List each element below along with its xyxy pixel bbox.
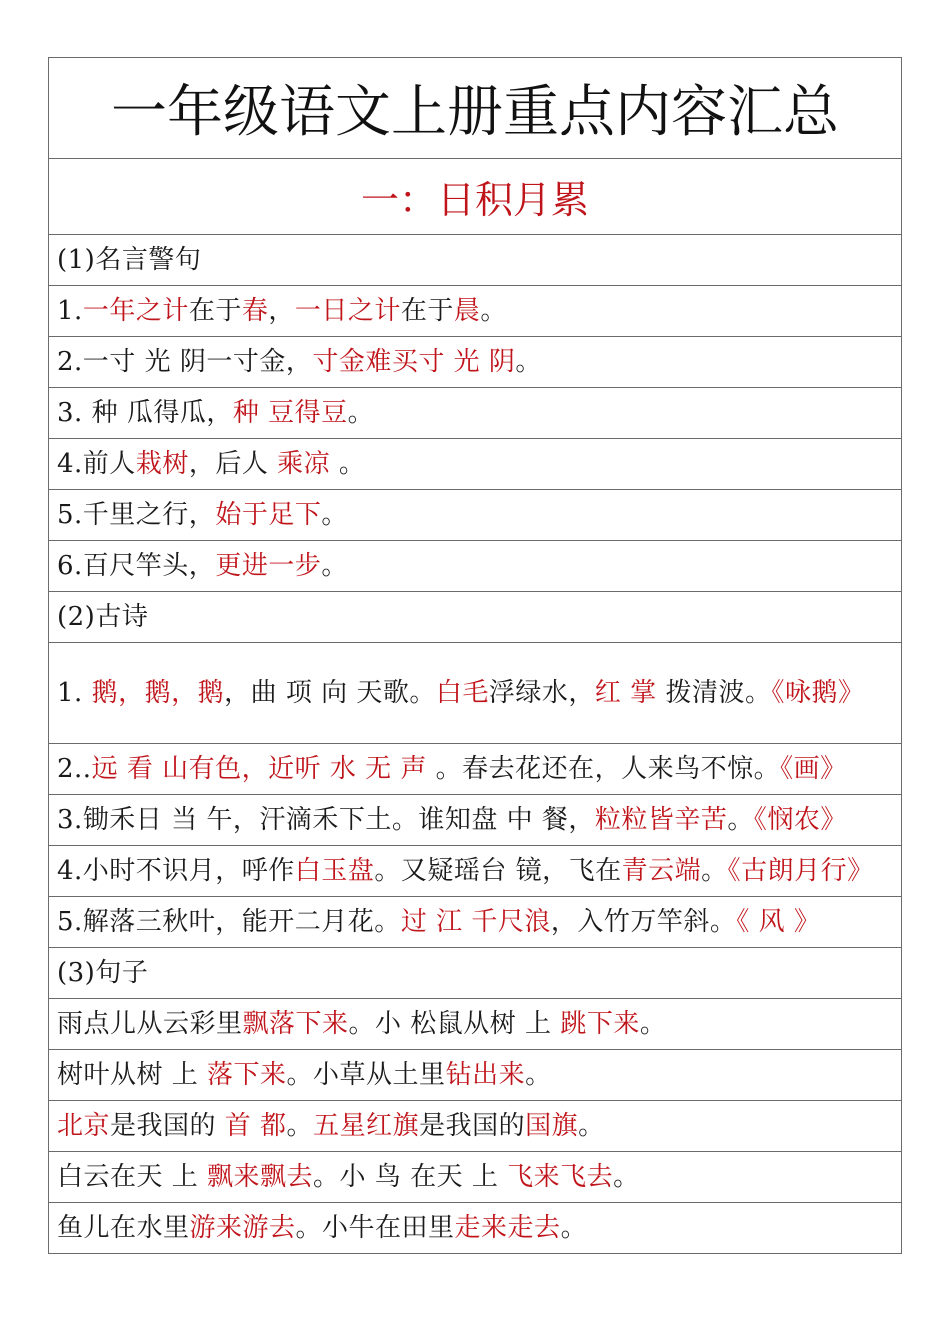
page-title: 一年级语文上册重点内容汇总 <box>49 58 902 159</box>
highlight-text: 始于足下 <box>215 500 322 530</box>
row-text <box>49 897 902 948</box>
summary-table <box>48 57 902 1254</box>
highlight-text: 《悯农》 <box>753 805 847 835</box>
table-row <box>49 999 902 1050</box>
table-row <box>49 744 902 795</box>
highlight-text: 种 豆得豆 <box>232 398 348 428</box>
plain-text: (1)名言警句 <box>57 245 202 275</box>
plain-text: 1. <box>57 678 92 708</box>
table-row <box>49 235 902 286</box>
plain-text: ，曲 项 向 天歌。 <box>224 678 436 708</box>
row-text <box>49 744 902 795</box>
highlight-text: 五星红旗 <box>313 1111 420 1141</box>
table-row <box>49 1203 902 1254</box>
plain-text: 6.百尺竿头， <box>57 551 216 581</box>
row-text <box>49 1203 902 1254</box>
plain-text: 2.. <box>57 754 92 784</box>
plain-text: 4.小时不识月，呼作 <box>57 856 295 886</box>
table-row <box>49 541 902 592</box>
highlight-text: 游来游去 <box>189 1213 296 1243</box>
row-text <box>49 1050 902 1101</box>
plain-text: 3. 种 瓜得瓜， <box>57 398 233 428</box>
row-text <box>49 337 902 388</box>
plain-text: 4.前人 <box>57 449 136 479</box>
plain-text: 。 <box>578 1111 605 1141</box>
plain-text: 是我国的 <box>110 1111 225 1141</box>
highlight-text: 鹅，鹅，鹅 <box>91 678 225 708</box>
plain-text: 。春去花还在，人来鸟不惊。 <box>426 754 781 784</box>
plain-text: 是我国的 <box>419 1111 526 1141</box>
highlight-text: 青云端 <box>621 856 702 886</box>
table-row <box>49 897 902 948</box>
highlight-text: 落下来 <box>207 1060 287 1090</box>
plain-text: 。 <box>515 347 542 377</box>
row-text <box>49 541 902 592</box>
highlight-text: 《画》 <box>780 754 847 784</box>
plain-text: 。小 鸟 在天 上 <box>313 1162 508 1192</box>
table-row <box>49 337 902 388</box>
row-text <box>49 999 902 1050</box>
highlight-text: 《 风 》 <box>736 907 821 937</box>
plain-text: 浮绿水， <box>488 678 595 708</box>
plain-text: 鱼儿在水里 <box>57 1213 190 1243</box>
plain-text: 在于 <box>400 296 454 326</box>
plain-text: 。 <box>525 1060 552 1090</box>
row-text <box>49 948 902 999</box>
plain-text: 。 <box>321 500 348 530</box>
plain-text: ，后人 <box>188 449 278 479</box>
row-text <box>49 1152 902 1203</box>
highlight-text: 钻出来 <box>445 1060 526 1090</box>
plain-text: 。 <box>613 1162 640 1192</box>
plain-text: 。 <box>727 805 754 835</box>
table-row <box>49 439 902 490</box>
section-heading: 一：日积月累 <box>49 159 902 235</box>
table-row <box>49 846 902 897</box>
table-row <box>49 1101 902 1152</box>
plain-text: 3.锄禾日 当 午，汗滴禾下土。谁知盘 中 餐， <box>57 805 595 835</box>
table-row <box>49 490 902 541</box>
highlight-text: 更进一步 <box>215 551 322 581</box>
highlight-text: 北京 <box>57 1111 111 1141</box>
row-text <box>49 388 902 439</box>
row-text <box>49 490 902 541</box>
highlight-text: 走来走去 <box>454 1213 561 1243</box>
row-text <box>49 846 902 897</box>
plain-text: 。小 松鼠从树 上 <box>348 1009 561 1039</box>
row-text <box>49 439 902 490</box>
highlight-text: 飘来飘去 <box>207 1162 314 1192</box>
plain-text: 。 <box>480 296 507 326</box>
plain-text: 拨清波。 <box>656 678 772 708</box>
plain-text: 树叶从树 上 <box>57 1060 208 1090</box>
highlight-text: 飞来飞去 <box>507 1162 614 1192</box>
plain-text: 。 <box>701 856 728 886</box>
table-row <box>49 286 902 337</box>
highlight-text: 春 <box>241 296 269 326</box>
highlight-text: 远 看 山有色，近听 水 无 声 <box>91 754 427 784</box>
row-text <box>49 795 902 846</box>
highlight-text: 栽树 <box>135 449 189 479</box>
section-row <box>49 159 902 235</box>
highlight-text: 粒粒皆辛苦 <box>594 805 728 835</box>
highlight-text: 红 掌 <box>594 678 657 708</box>
table-row <box>49 1152 902 1203</box>
plain-text: (3)句子 <box>57 958 149 988</box>
highlight-text: 晨 <box>453 296 481 326</box>
row-text <box>49 1101 902 1152</box>
table-row <box>49 795 902 846</box>
highlight-text: 白玉盘 <box>294 856 375 886</box>
plain-text: ，入竹万竿斜。 <box>550 907 737 937</box>
row-text <box>49 286 902 337</box>
highlight-text: 过 江 千尺浪 <box>400 907 551 937</box>
row-text <box>49 643 902 744</box>
plain-text: 1. <box>57 296 83 326</box>
row-text <box>49 235 902 286</box>
plain-text: ， <box>268 296 295 326</box>
plain-text: 。 <box>560 1213 588 1243</box>
plain-text: 。小牛在田里 <box>295 1213 455 1243</box>
table-row <box>49 643 902 744</box>
plain-text: 雨点儿从云彩里 <box>57 1009 243 1039</box>
highlight-text: 寸金难买寸 光 阴 <box>312 347 516 377</box>
highlight-text: 国旗 <box>525 1111 579 1141</box>
row-text <box>49 592 902 643</box>
plain-text: 白云在天 上 <box>57 1162 208 1192</box>
table-row <box>49 388 902 439</box>
highlight-text: 《古朗月行》 <box>727 856 874 886</box>
highlight-text: 首 都 <box>224 1111 287 1141</box>
highlight-text: 跳下来 <box>560 1009 640 1039</box>
table-row <box>49 1050 902 1101</box>
highlight-text: 一年之计 <box>82 296 189 326</box>
highlight-text: 一日之计 <box>294 296 401 326</box>
highlight-text: 白毛 <box>435 678 489 708</box>
highlight-text: 乘凉 <box>277 449 331 479</box>
plain-text: 。 <box>639 1009 667 1039</box>
plain-text: 。 <box>330 449 366 479</box>
plain-text: 。 <box>347 398 375 428</box>
plain-text: 5.千里之行， <box>57 500 216 530</box>
plain-text: 2.一寸 光 阴一寸金， <box>57 347 313 377</box>
table-row <box>49 592 902 643</box>
highlight-text: 《咏鹅》 <box>771 678 865 708</box>
plain-text: (2)古诗 <box>57 602 149 632</box>
plain-text: 。 <box>286 1111 314 1141</box>
table-row <box>49 948 902 999</box>
plain-text: 。小草从土里 <box>286 1060 446 1090</box>
plain-text: 在于 <box>188 296 242 326</box>
plain-text: 。又疑瑶台 镜，飞在 <box>374 856 622 886</box>
highlight-text: 飘落下来 <box>242 1009 349 1039</box>
plain-text: 。 <box>321 551 348 581</box>
plain-text: 5.解落三秋叶，能开二月花。 <box>57 907 401 937</box>
title-row <box>49 58 902 159</box>
